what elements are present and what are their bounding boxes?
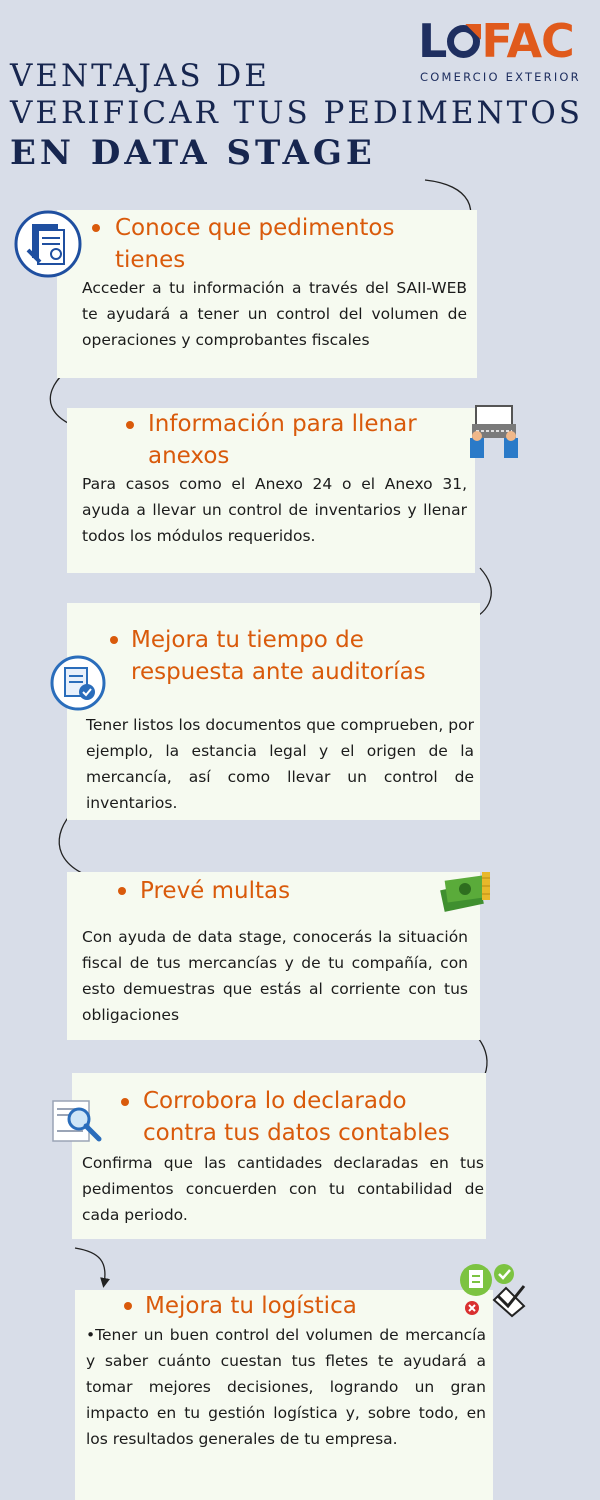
- benefit-text-6: •Tener un buen control del volumen de mercancía y saber cuánto cuestan tus fletes te ayudará a tomar mejores decisiones, logrando un gran impacto en tu gestión logística y, sobre todo, en los resultados generales de tu empresa.: [86, 1326, 486, 1448]
- benefit-text-4: Con ayuda de data stage, conocerás la situación fiscal de tus mercancías y de tu compañía, con esto demuestras que estás al corriente con tus obligaciones: [82, 928, 468, 1024]
- bullet-dot-2: [126, 421, 134, 429]
- bullet-dot-1: [92, 224, 100, 232]
- benefit-text-3: Tener listos los documentos que comprueben, por ejemplo, la estancia legal y el origen de la mercancía, así como llevar un control de inventarios.: [86, 716, 474, 812]
- checklist-icon: [458, 1260, 528, 1320]
- benefit-text-1: Acceder a tu información a través del SAII-WEB te ayudará a tener un control del volumen de operaciones y comprobantes fiscales: [82, 279, 467, 349]
- benefit-heading-3: Mejora tu tiempo de respuesta ante auditorías: [131, 627, 426, 685]
- bullet-dot-3: [110, 636, 118, 644]
- documents-icon: [14, 210, 82, 278]
- benefit-heading-2: Información para llenar anexos: [148, 411, 417, 469]
- benefit-heading-6: Mejora tu logística: [145, 1293, 357, 1319]
- bullet-dot-6: [124, 1302, 132, 1310]
- title-line-3: EN DATA STAGE: [10, 133, 376, 174]
- benefit-text-2: Para casos como el Anexo 24 o el Anexo 31, ayuda a llevar un control de inventarios y llenar todos los módulos requeridos.: [82, 475, 467, 545]
- benefit-heading-1: Conoce que pedimentos tienes: [115, 215, 395, 273]
- bullet-dot-4: [118, 887, 126, 895]
- benefit-heading-4: Prevé multas: [140, 878, 291, 904]
- title-line-2: VERIFICAR TUS PEDIMENTOS: [10, 94, 583, 131]
- logo-subtitle: COMERCIO EXTERIOR: [420, 70, 581, 84]
- typewriter-hands-icon: [464, 400, 528, 462]
- logo-o-shape: [447, 25, 480, 58]
- title-line-1: VENTAJAS DE: [10, 58, 270, 94]
- lofac-logo: [418, 14, 586, 86]
- benefit-text-5: Confirma que las cantidades declaradas en tus pedimentos concuerden con tu contabilidad de cada periodo.: [82, 1154, 484, 1224]
- bullet-dot-5: [121, 1098, 129, 1106]
- magnifier-document-icon: [47, 1095, 107, 1147]
- document-check-icon: [50, 655, 106, 711]
- benefit-heading-5: Corrobora lo declarado contra tus datos contables: [143, 1088, 450, 1146]
- money-icon: [438, 866, 494, 914]
- logo-wordmark: L FAC: [418, 14, 574, 68]
